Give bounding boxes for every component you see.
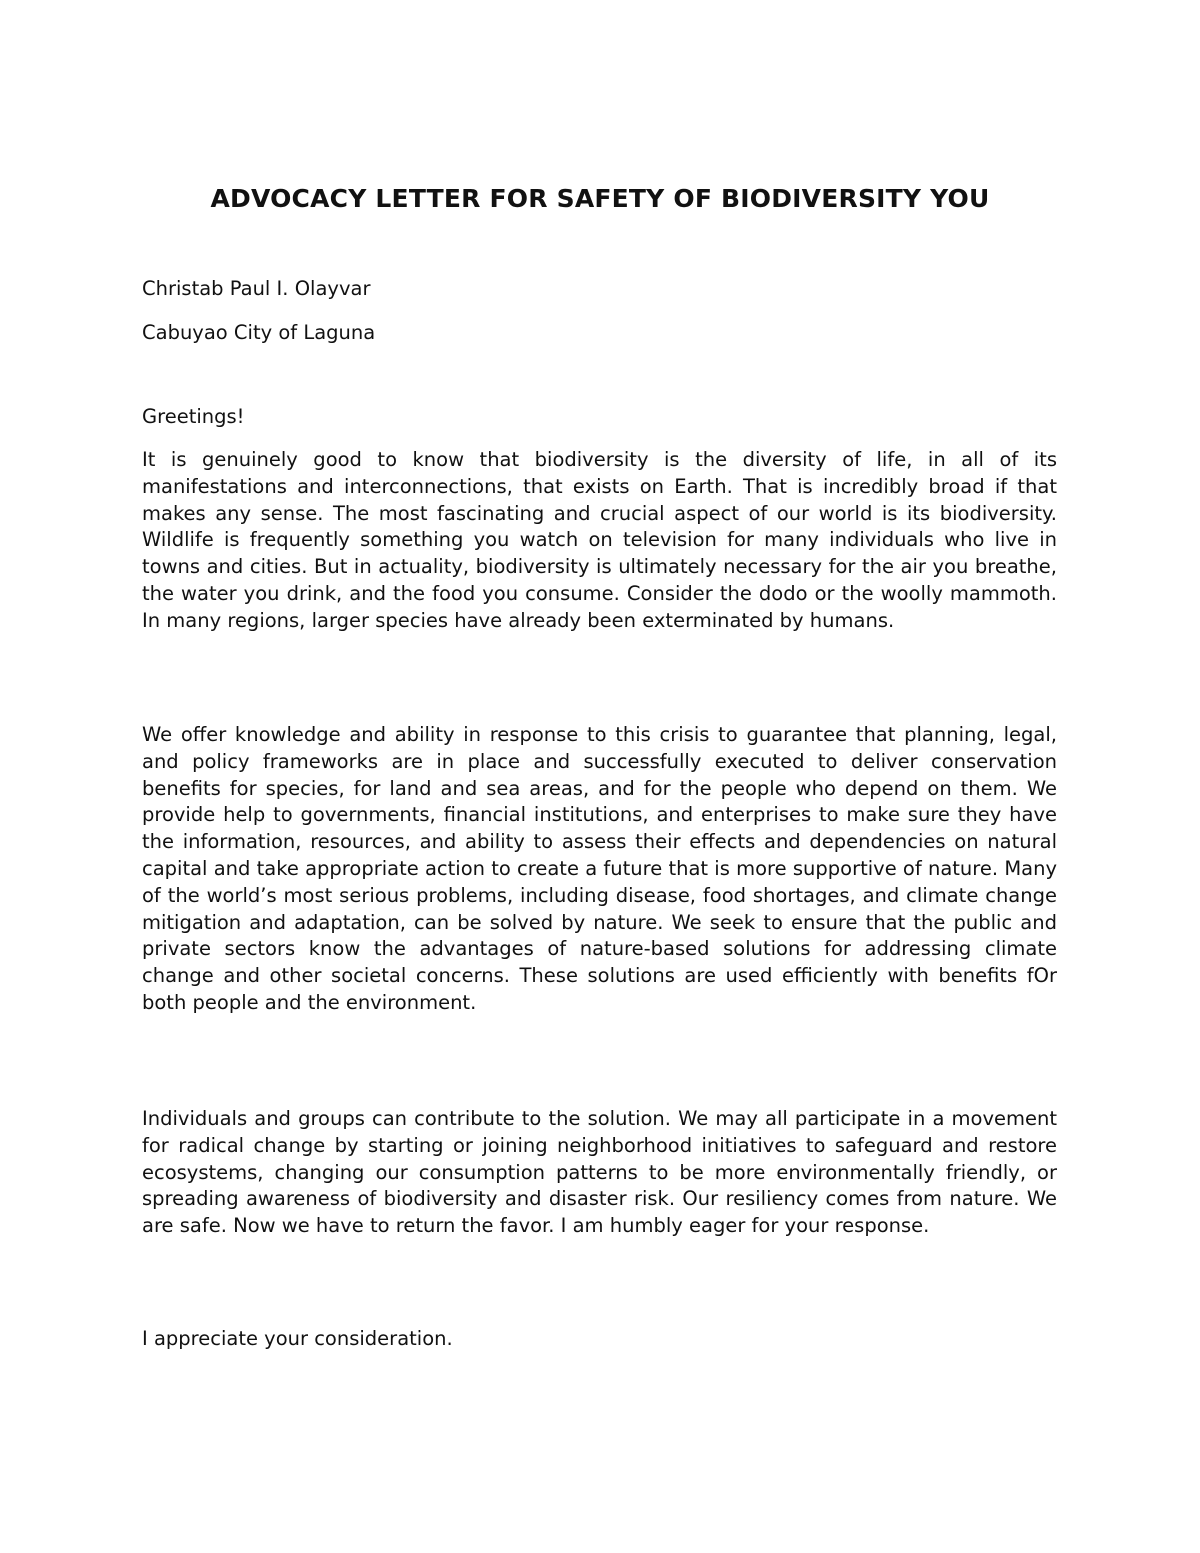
paragraph-3: Individuals and groups can contribute to the solution. We may all participate in a movement for radical change by starting or joining neighborhood initiatives to safeguard and restore ecosystems, changing our consumption patterns to be more environmentally friendly, or spreading awareness of biodiversity and disaster risk. Our resiliency comes from nature. We are safe. Now we have to return the favor. I am humbly eager for your response. [142,1107,1057,1238]
document-title: ADVOCACY LETTER FOR SAFETY OF BIODIVERSITY YOU [210,184,990,213]
author-location: Cabuyao City of Laguna [142,321,376,344]
paragraph-1: It is genuinely good to know that biodiversity is the diversity of life, in all of its manifestations and interconnections, that exists on Earth. That is incredibly broad if that makes any sense. The most fascinating and crucial aspect of our world is its biodiversity. Wildlife is frequently something you watch on television for many individuals who live in towns and cities. But in actuality, biodiversity is ultimately necessary for the air you breathe, the water you drink, and the food you consume. Consider the dodo or the woolly mammoth. In many regions, larger species have already been exterminated by humans. [142,448,1057,632]
closing: I appreciate your consideration. [142,1327,453,1350]
author-name: Christab Paul I. Olayvar [142,277,371,300]
paragraph-2: We offer knowledge and ability in response to this crisis to guarantee that planning, legal, and policy frameworks are in place and successfully executed to deliver conservation benefits for species, for land and sea areas, and for the people who depend on them. We provide help to governments, financial institutions, and enterprises to make sure they have the information, resources, and ability to assess their effects and dependencies on natural capital and take appropriate action to create a future that is more supportive of nature. Many of the world’s most serious problems, including disease, food shortages, and climate change mitigation and adaptation, can be solved by nature. We seek to ensure that the public and private sectors know the advantages of nature-based solutions for addressing climate change and other societal concerns. These solutions are used efficiently with benefits fOr both people and the environment. [142,723,1057,1014]
greeting: Greetings! [142,405,245,428]
